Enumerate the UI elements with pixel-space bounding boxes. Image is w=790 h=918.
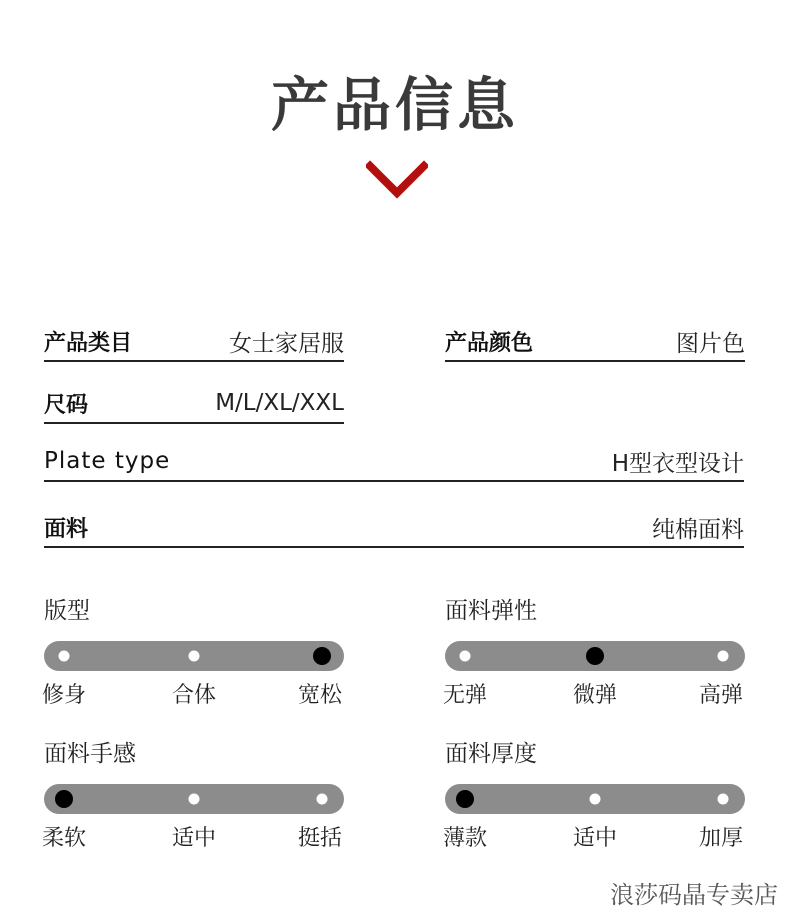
scale-dot [718, 651, 729, 662]
scale-title: 面料手感 [44, 741, 136, 767]
scale-track [445, 641, 745, 671]
scale-dot [590, 794, 601, 805]
scale-option-label: 加厚 [699, 826, 744, 851]
scale-title: 面料厚度 [445, 741, 537, 767]
chevron-down-icon [366, 160, 428, 200]
scale-option-label: 无弹 [443, 683, 488, 708]
scale-option-label: 适中 [572, 826, 618, 851]
field-size-label: 尺码 [44, 392, 89, 418]
field-plate-type [44, 442, 744, 482]
field-size-value: M/L/XL/XXL [215, 390, 344, 416]
scale-option-label: 高弹 [699, 683, 744, 708]
scale-dot [59, 651, 70, 662]
field-color [445, 322, 745, 362]
scale-option-label: 挺括 [298, 826, 343, 851]
scale-track [44, 641, 344, 671]
scale-dot [189, 651, 200, 662]
scale-dot-selected [55, 790, 73, 808]
scale-option-label: 适中 [171, 826, 217, 851]
field-size [44, 384, 344, 424]
scale-dot [317, 794, 328, 805]
scale-option-label: 宽松 [298, 683, 343, 708]
field-fabric [44, 508, 744, 548]
scale-option-label: 修身 [42, 683, 87, 708]
field-category-value: 女士家居服 [229, 330, 344, 357]
scale-option-label: 合体 [171, 683, 217, 708]
scale-track [445, 784, 745, 814]
scale-dot-selected [313, 647, 331, 665]
scale-dot-selected [586, 647, 604, 665]
field-plate-type-label: Plate type [44, 448, 171, 474]
scale-title: 面料弹性 [445, 598, 537, 624]
field-fabric-value: 纯棉面料 [652, 516, 744, 543]
scale-dot [460, 651, 471, 662]
field-category [44, 322, 344, 362]
scale-dot [718, 794, 729, 805]
scale-dot [189, 794, 200, 805]
scale-title: 版型 [44, 598, 90, 624]
field-category-label: 产品类目 [44, 330, 133, 356]
scale-option-label: 微弹 [572, 683, 618, 708]
page-title: 产品信息 [270, 71, 519, 139]
scale-dot-selected [456, 790, 474, 808]
field-fabric-label: 面料 [44, 516, 89, 542]
scale-option-label: 薄款 [443, 826, 488, 851]
scale-option-label: 柔软 [42, 826, 87, 851]
field-color-value: 图片色 [676, 330, 745, 357]
scale-track [44, 784, 344, 814]
field-color-label: 产品颜色 [445, 330, 534, 356]
shop-watermark: 浪莎码晶专卖店 [610, 881, 778, 909]
field-plate-type-value: H型衣型设计 [611, 450, 744, 477]
